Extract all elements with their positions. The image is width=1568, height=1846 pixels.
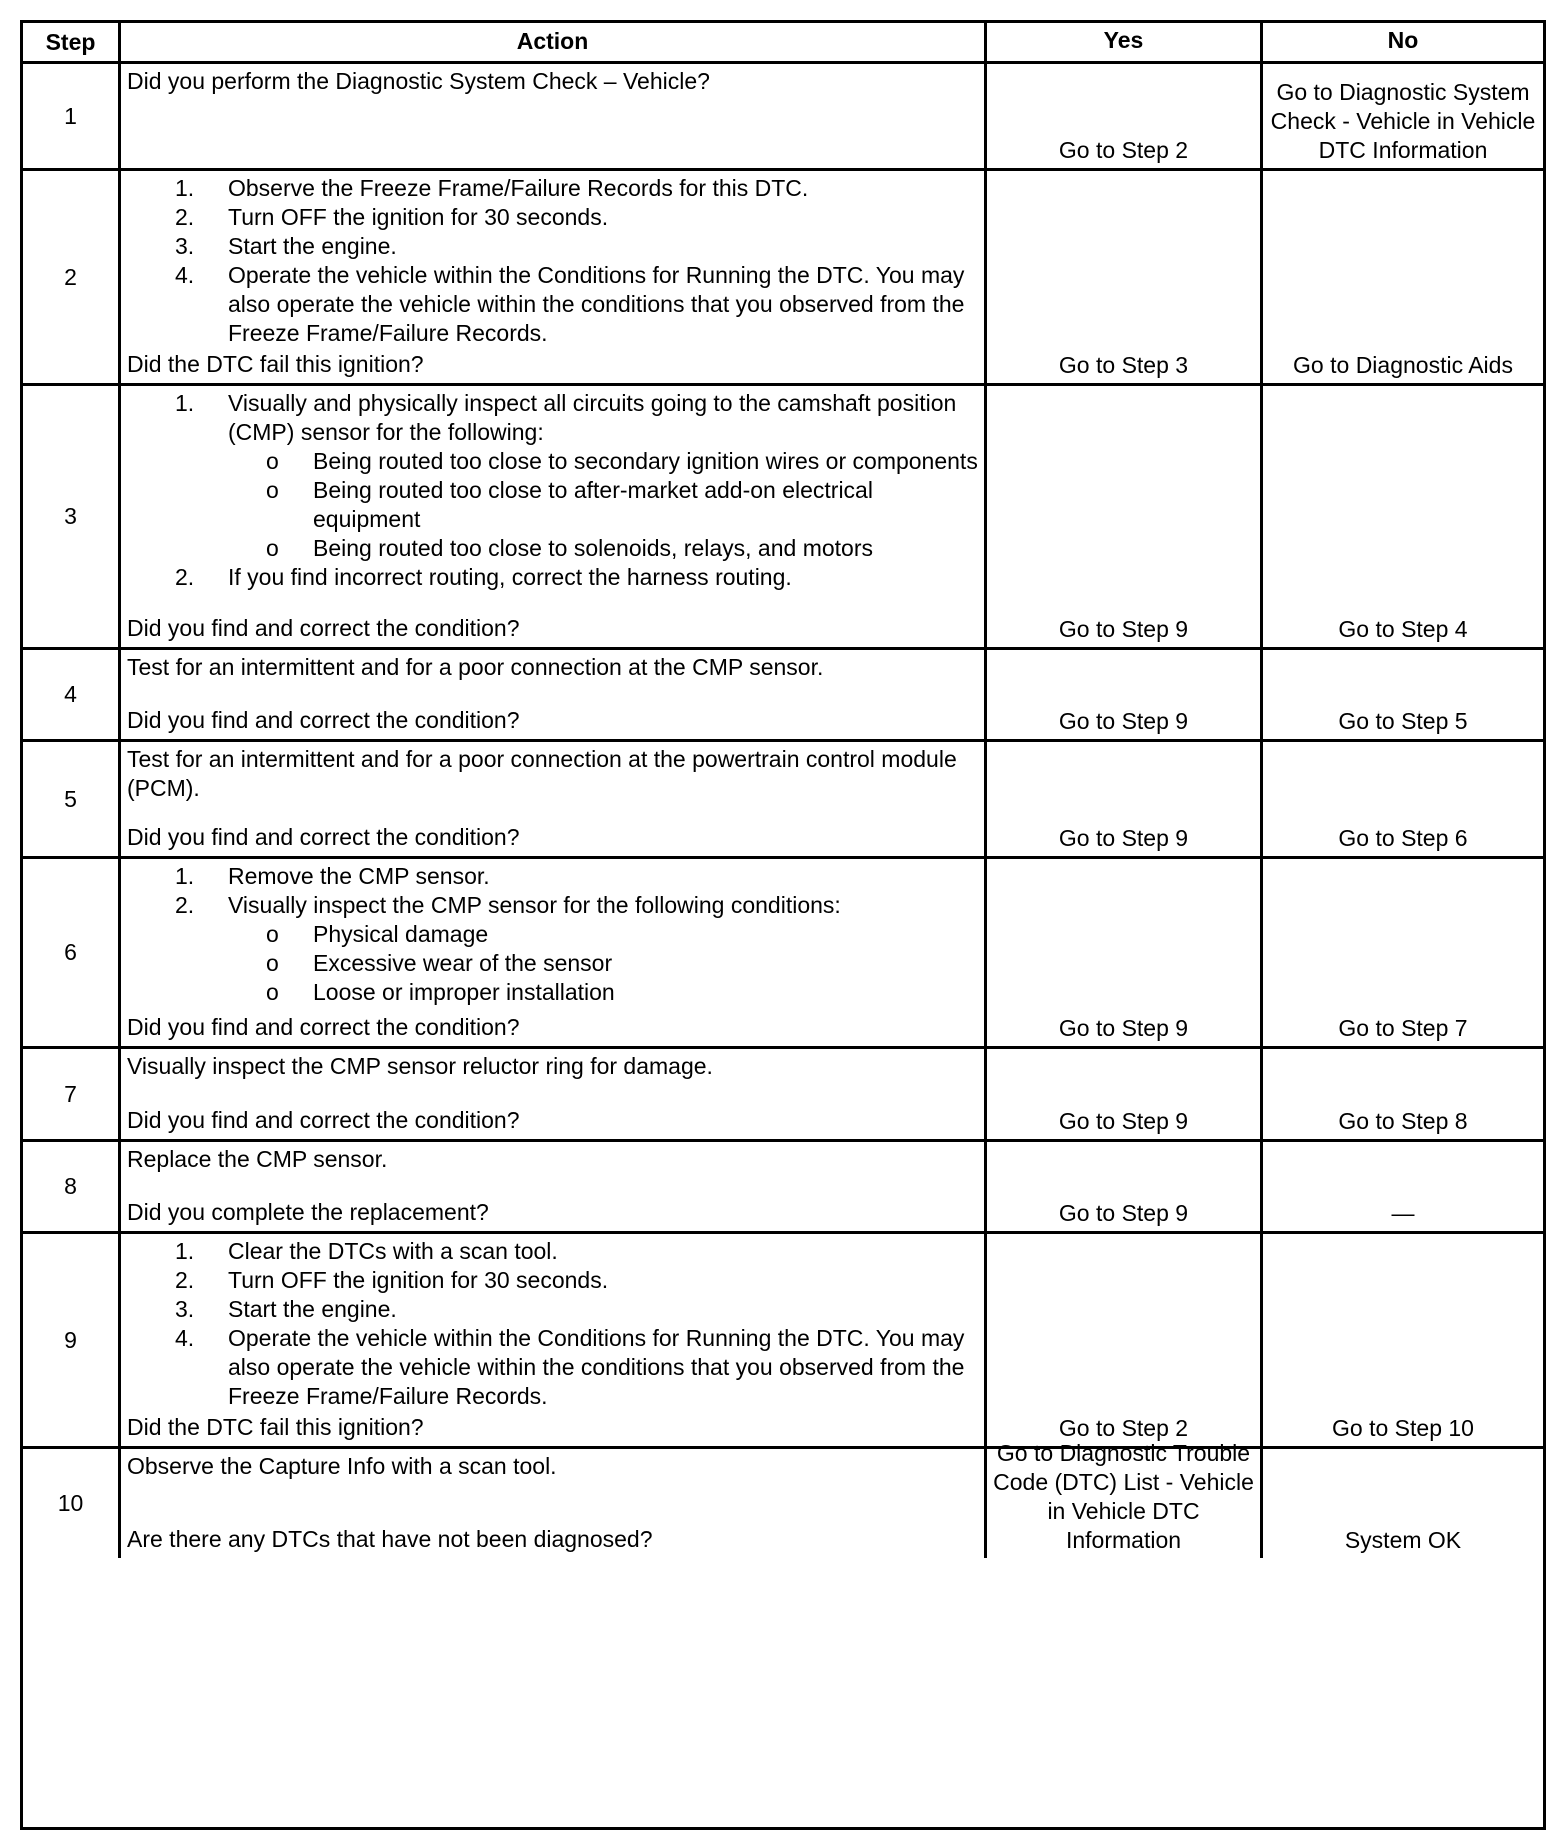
procedure-item [127,1295,978,1324]
action-text: Visually inspect the CMP sensor reluctor ring for damage. [127,1053,713,1079]
bullet-icon: o [266,535,279,561]
no-result [1263,1049,1543,1139]
step-number: 7 [23,1049,121,1139]
action-cell [121,650,987,739]
yes-result-text: Go to Step 2 [1058,137,1189,163]
table-header-row [23,23,1543,64]
question-text: Did you find and correct the condition? [127,824,520,850]
sub-item [213,978,978,1007]
action-cell [121,1449,987,1558]
procedure-text: If you find incorrect routing, correct the harness routing. [228,564,792,590]
procedure-number: 3. [175,233,195,259]
yes-result [987,650,1263,739]
table-row [23,859,1543,1049]
action-cell [121,64,987,168]
procedure-item [127,1237,978,1266]
question-text: Did you find and correct the condition? [127,707,520,733]
sub-item-text: Excessive wear of the sensor [313,950,613,976]
yes-result [987,64,1263,168]
procedure-number: 1. [175,175,195,201]
procedure-list [127,389,978,592]
procedure-text: Start the engine. [228,1296,397,1322]
table-row [23,742,1543,859]
no-result-text: Go to Step 6 [1338,825,1468,851]
header-no: No [1387,27,1419,53]
no-result-text: Go to Diagnostic Aids [1293,352,1513,378]
yes-result [987,1049,1263,1139]
action-cell [121,171,987,383]
sub-item-text: Being routed too close to solenoids, relays, and motors [313,535,873,561]
no-result [1263,650,1543,739]
bullet-icon: o [266,950,279,976]
no-result-text: Go to Step 5 [1338,708,1468,734]
action-body [127,745,978,823]
no-result-text: Go to Step 8 [1338,1108,1468,1134]
procedure-text: Operate the vehicle within the Conditions for Running the DTC. You may also operate the vehicle within the conditions that you observed from the Freeze Frame/Failure Records. [228,1325,965,1409]
yes-result [987,859,1263,1046]
sub-item [213,920,978,949]
table-row [23,650,1543,742]
procedure-number: 1. [175,863,195,889]
no-result-text: — [1391,1200,1415,1226]
action-cell [121,386,987,647]
question-text: Did the DTC fail this ignition? [127,351,424,377]
action-body [127,1052,978,1106]
procedure-item [127,862,978,891]
no-result [1263,1449,1543,1558]
no-result [1263,386,1543,647]
no-result [1263,64,1543,168]
step-number: 10 [23,1449,121,1558]
procedure-text: Visually inspect the CMP sensor for the following conditions: [228,892,841,918]
procedure-item [127,1266,978,1295]
step-number: 5 [23,742,121,856]
procedure-number: 1. [175,390,195,416]
yes-result-text: Go to Step 9 [1058,825,1189,851]
no-result-text: Go to Step 7 [1338,1015,1468,1041]
action-body [127,653,978,706]
yes-result [987,742,1263,856]
procedure-item [127,389,978,563]
procedure-text: Visually and physically inspect all circuits going to the camshaft position (CMP) sensor for the following: [228,390,957,445]
no-result [1263,1142,1543,1231]
procedure-item [127,563,978,592]
yes-result [987,386,1263,647]
procedure-text: Observe the Freeze Frame/Failure Records for this DTC. [228,175,809,201]
procedure-number: 4. [175,1325,195,1351]
table-row [23,1049,1543,1142]
table-row [23,64,1543,171]
no-result-text: Go to Diagnostic System Check - Vehicle in Vehicle DTC Information [1270,79,1536,163]
sub-item-text: Being routed too close to secondary ignition wires or components [313,448,978,474]
no-result [1263,1234,1543,1446]
procedure-number: 2. [175,204,195,230]
question-text: Did you complete the replacement? [127,1199,489,1225]
yes-result-text: Go to Step 2 [1058,1415,1189,1441]
procedure-number: 2. [175,892,195,918]
yes-result-text: Go to Step 9 [1058,708,1189,734]
question-text: Did you find and correct the condition? [127,615,520,641]
procedure-item [127,203,978,232]
procedure-text: Operate the vehicle within the Conditions for Running the DTC. You may also operate the vehicle within the conditions that you observed from the Freeze Frame/Failure Records. [228,262,965,346]
yes-result-text: Go to Diagnostic Trouble Code (DTC) List - Vehicle in Vehicle DTC Information [993,1440,1254,1553]
step-number: 4 [23,650,121,739]
diagnostic-table [20,20,1546,1830]
step-number: 9 [23,1234,121,1446]
yes-result-text: Go to Step 9 [1058,616,1189,642]
action-cell [121,1049,987,1139]
yes-result [987,1440,1263,1558]
procedure-list [127,1237,978,1411]
action-cell [121,1142,987,1231]
procedure-item [127,174,978,203]
procedure-number: 3. [175,1296,195,1322]
procedure-number: 1. [175,1238,195,1264]
sub-item-text: Physical damage [313,921,489,947]
action-cell [121,1234,987,1446]
action-body [127,1237,978,1413]
yes-result [987,171,1263,383]
procedure-text: Start the engine. [228,233,397,259]
no-result-text: Go to Step 10 [1332,1415,1474,1441]
yes-result-text: Go to Step 9 [1058,1200,1189,1226]
sub-item [213,476,978,534]
action-cell [121,742,987,856]
table-row [23,1234,1543,1449]
sub-item [213,949,978,978]
action-text: Observe the Capture Info with a scan tool. [127,1453,557,1479]
action-text: Test for an intermittent and for a poor connection at the CMP sensor. [127,654,824,680]
no-result [1263,742,1543,856]
action-body [127,389,978,614]
bullet-icon: o [266,448,279,474]
procedure-item [127,1324,978,1411]
action-body [127,862,978,1013]
action-cell [121,859,987,1046]
action-body [127,1452,978,1525]
procedure-item [127,232,978,261]
question-text: Did you find and correct the condition? [127,1107,520,1133]
no-result [1263,171,1543,383]
procedure-text: Remove the CMP sensor. [228,863,490,889]
yes-result [987,1142,1263,1231]
step-number: 3 [23,386,121,647]
header-action: Action [121,23,987,61]
no-result-text: Go to Step 4 [1338,616,1468,642]
action-text: Replace the CMP sensor. [127,1146,388,1172]
question-text: Did you find and correct the condition? [127,1014,520,1040]
table-row [23,1440,1543,1558]
step-number: 8 [23,1142,121,1231]
step-number: 2 [23,171,121,383]
procedure-item [127,261,978,348]
procedure-item [127,891,978,1007]
bullet-icon: o [266,921,279,947]
sub-list [228,447,978,563]
action-body [127,174,978,350]
procedure-text: Turn OFF the ignition for 30 seconds. [228,1267,609,1293]
procedure-list [127,174,978,348]
procedure-text: Clear the DTCs with a scan tool. [228,1238,558,1264]
no-result-text: System OK [1344,1527,1462,1553]
sub-item-text: Loose or improper installation [313,979,615,1005]
bullet-icon: o [266,979,279,1005]
action-text: Did you perform the Diagnostic System Check – Vehicle? [127,68,710,94]
question-text: Did the DTC fail this ignition? [127,1414,424,1440]
sub-list [228,920,978,1007]
procedure-number: 2. [175,1267,195,1293]
yes-result-text: Go to Step 9 [1058,1108,1189,1134]
procedure-list [127,862,978,1007]
header-step: Step [23,23,121,61]
procedure-number: 2. [175,564,195,590]
action-text: Test for an intermittent and for a poor connection at the powertrain control module (PCM). [127,746,957,801]
step-number: 6 [23,859,121,1046]
action-body [127,1145,978,1198]
table-row [23,1142,1543,1234]
no-result [1263,859,1543,1046]
procedure-number: 4. [175,262,195,288]
sub-item-text: Being routed too close to after-market add-on electrical equipment [313,477,873,532]
procedure-text: Turn OFF the ignition for 30 seconds. [228,204,609,230]
table-row [23,386,1543,650]
sub-item [213,534,978,563]
action-body [127,67,978,164]
step-number: 1 [23,64,121,168]
question-text: Are there any DTCs that have not been diagnosed? [127,1526,653,1552]
header-yes: Yes [987,23,1263,61]
yes-result-text: Go to Step 9 [1058,1015,1189,1041]
table-row [23,171,1543,386]
sub-item [213,447,978,476]
yes-result-text: Go to Step 3 [1058,352,1189,378]
bullet-icon: o [266,477,279,503]
yes-result [987,1234,1263,1446]
